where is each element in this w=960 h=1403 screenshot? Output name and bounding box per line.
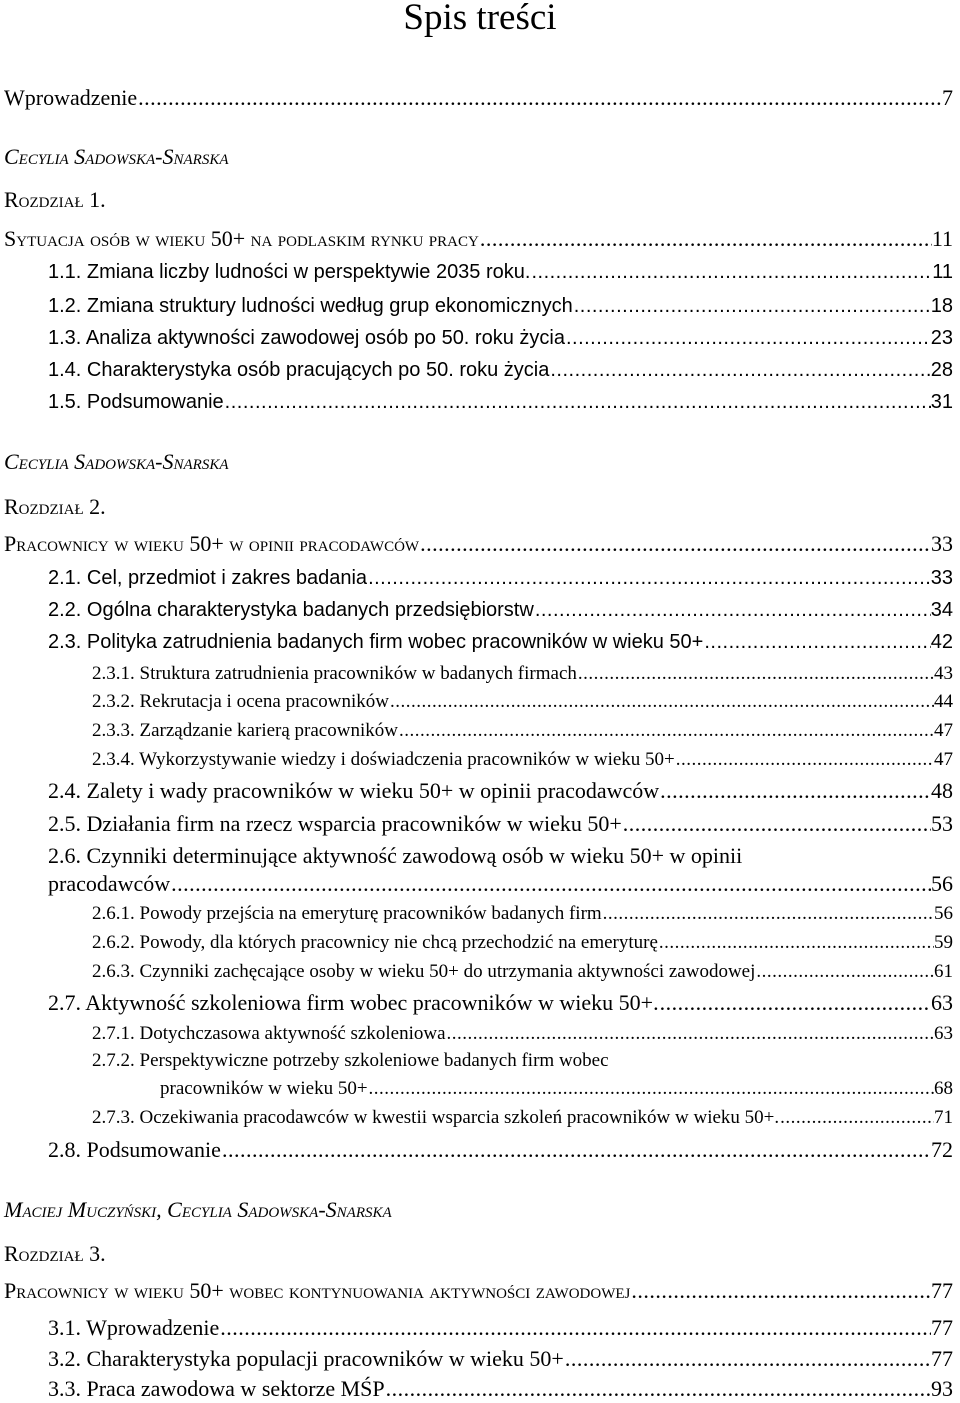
- dot-leader: [222, 1136, 931, 1164]
- toc-entry-2-1[interactable]: [48, 564, 953, 592]
- toc-page-number: 47: [934, 720, 953, 741]
- dot-leader: [550, 356, 930, 384]
- chapter-3-title: Pracownicy w wieku 50+ wobec kontynuowania aktywności zawodowej: [4, 1278, 631, 1303]
- toc-page-number: 7: [942, 85, 953, 110]
- toc-entry-2-3-2[interactable]: [92, 688, 953, 716]
- dot-leader: [603, 900, 934, 928]
- chapter-3-author: Maciej Muczyński, Cecylia Sadowska-Snarska: [4, 1197, 392, 1222]
- toc-page-number: 53: [931, 811, 953, 836]
- toc-entry-1-5[interactable]: [48, 388, 953, 416]
- dot-leader: [531, 258, 932, 286]
- toc-entry-text: 3.1. Wprowadzenie: [48, 1315, 220, 1340]
- toc-entry-chapter-1[interactable]: [4, 225, 953, 253]
- dot-leader: [535, 596, 931, 624]
- toc-entry-text: 1.2. Zmiana struktury ludności według grup ekonomicznych: [48, 295, 573, 317]
- toc-entry-2-3-4[interactable]: [92, 746, 953, 774]
- dot-leader: [623, 810, 931, 838]
- dot-leader: [390, 688, 934, 716]
- dot-leader: [574, 292, 931, 320]
- toc-entry-2-7[interactable]: [48, 989, 953, 1017]
- dot-leader: [220, 1314, 931, 1342]
- toc-page-number: 72: [931, 1137, 953, 1162]
- toc-page-number: 11: [932, 261, 953, 283]
- toc-entry-2-3[interactable]: [48, 628, 953, 656]
- dot-leader: [369, 1075, 934, 1103]
- dot-leader: [704, 628, 930, 656]
- dot-leader: [368, 564, 931, 592]
- toc-entry-2-6-2[interactable]: [92, 929, 953, 957]
- toc-entry-2-6-1[interactable]: [92, 900, 953, 928]
- dot-leader: [565, 1345, 931, 1373]
- toc-entry-text: 2.8. Podsumowanie: [48, 1137, 221, 1162]
- toc-entry-2-3-3[interactable]: [92, 717, 953, 745]
- toc-entry-1-4[interactable]: [48, 356, 953, 384]
- toc-page-number: 33: [931, 531, 953, 556]
- chapter-1-author: Cecylia Sadowska-Snarska: [4, 144, 229, 169]
- toc-entry-text: 1.1. Zmiana liczby ludności w perspektywie 2035 roku.: [48, 261, 531, 283]
- toc-entry-text: 2.6.3. Czynniki zachęcające osoby w wieku 50+ do utrzymania aktywności zawodowej: [92, 961, 756, 982]
- toc-entry-2-7-3[interactable]: [92, 1104, 953, 1132]
- chapter-3-label: Rozdział 3.: [4, 1241, 106, 1266]
- toc-entry-2-4[interactable]: [48, 777, 953, 805]
- chapter-2-title: Pracownicy w wieku 50+ w opinii pracodawców: [4, 531, 420, 556]
- toc-entry-text: 3.2. Charakterystyka populacji pracowników w wieku 50+: [48, 1346, 564, 1371]
- toc-entry-2-5[interactable]: [48, 810, 953, 838]
- dot-leader: [676, 746, 934, 774]
- toc-entry-text: 2.2. Ogólna charakterystyka badanych przedsiębiorstw: [48, 599, 534, 621]
- toc-page-number: 48: [931, 778, 953, 803]
- toc-entry-2-6[interactable]: [48, 870, 953, 898]
- dot-leader: [480, 225, 932, 253]
- toc-page-number: 44: [934, 691, 953, 712]
- toc-page-number: 68: [934, 1078, 953, 1099]
- toc-entry-2-6-line1[interactable]: 2.6. Czynniki determinujące aktywność zawodową osób w wieku 50+ w opinii: [48, 843, 743, 868]
- toc-page-number: 28: [930, 359, 953, 381]
- dot-leader: [660, 989, 931, 1017]
- toc-entry-text: pracowników w wieku 50+: [160, 1078, 368, 1099]
- toc-page-number: 11: [931, 226, 953, 251]
- chapter-2-author: Cecylia Sadowska-Snarska: [4, 449, 229, 474]
- toc-entry-text: 2.4. Zalety i wady pracowników w wieku 50+ w opinii pracodawców: [48, 778, 660, 803]
- toc-page-number: 42: [930, 631, 953, 653]
- dot-leader: [780, 1104, 934, 1132]
- toc-entry-1-2[interactable]: [48, 292, 953, 320]
- dot-leader: [420, 530, 931, 558]
- page-title: Spis treści: [403, 0, 557, 38]
- toc-entry-2-7-2[interactable]: [160, 1075, 953, 1103]
- toc-page-number: 23: [930, 327, 953, 349]
- dot-leader: [566, 324, 931, 352]
- toc-page-number: 71: [934, 1107, 953, 1128]
- toc-entry-text: 2.3.2. Rekrutacja i ocena pracowników: [92, 691, 390, 712]
- dot-leader: [225, 388, 931, 416]
- toc-entry-text: 2.3. Polityka zatrudnienia badanych firm wobec pracowników w wieku 50+: [48, 631, 704, 653]
- toc-page-number: 34: [930, 599, 953, 621]
- toc-entry-1-3[interactable]: [48, 324, 953, 352]
- chapter-2-label: Rozdział 2.: [4, 494, 106, 519]
- toc-entry-text: 2.1. Cel, przedmiot i zakres badania: [48, 567, 368, 589]
- toc-entry-text: 3.3. Praca zawodowa w sektorze MŚP: [48, 1376, 385, 1401]
- toc-entry-2-6-3[interactable]: [92, 958, 953, 986]
- toc-entry-text: 1.4. Charakterystyka osób pracujących po 50. roku życia: [48, 359, 550, 381]
- toc-page-number: 33: [930, 567, 953, 589]
- toc-entry-intro[interactable]: [4, 84, 953, 112]
- dot-leader: [756, 958, 934, 986]
- toc-entry-text: 2.5. Działania firm na rzecz wsparcia pracowników w wieku 50+: [48, 811, 622, 836]
- toc-page-number: 93: [931, 1376, 953, 1401]
- dot-leader: [578, 660, 934, 688]
- dot-leader: [631, 1277, 931, 1305]
- chapter-1-title: Sytuacja osób w wieku 50+ na podlaskim rynku pracy: [4, 226, 479, 251]
- toc-entry-text: 1.5. Podsumowanie: [48, 391, 224, 413]
- toc-page-number: 18: [930, 295, 953, 317]
- toc-page-number: 59: [934, 932, 953, 953]
- toc-entry-text: 1.3. Analiza aktywności zawodowej osób po 50. roku życia: [48, 327, 565, 349]
- toc-entry-text: 2.6.1. Powody przejścia na emeryturę pracowników badanych firm: [92, 903, 602, 924]
- toc-entry-3-1[interactable]: [48, 1314, 953, 1342]
- dot-leader: [138, 84, 942, 112]
- toc-entry-text: 2.7. Aktywność szkoleniowa firm wobec pracowników w wieku 50+.: [48, 990, 659, 1015]
- toc-entry-2-7-2-line1[interactable]: 2.7.2. Perspektywiczne potrzeby szkoleniowe badanych firm wobec: [92, 1050, 609, 1071]
- dot-leader: [399, 717, 934, 745]
- chapter-1-label: Rozdział 1.: [4, 187, 106, 212]
- dot-leader: [660, 777, 931, 805]
- toc-entry-chapter-2[interactable]: [4, 530, 953, 558]
- toc-page-number: 77: [931, 1346, 953, 1371]
- toc-entry-text: 2.6.2. Powody, dla których pracownicy nie chcą przechodzić na emeryturę: [92, 932, 658, 953]
- toc-entry-text: Wprowadzenie: [4, 85, 138, 110]
- toc-page-number: 31: [930, 391, 953, 413]
- toc-page-number: 77: [931, 1278, 953, 1303]
- toc-entry-text: 2.3.1. Struktura zatrudnienia pracowników w badanych firmach: [92, 663, 577, 684]
- toc-entry-2-8[interactable]: [48, 1136, 953, 1164]
- dot-leader: [171, 870, 931, 898]
- toc-entry-2-3-1[interactable]: [92, 660, 953, 688]
- toc-entry-text: 2.3.4. Wykorzystywanie wiedzy i doświadczenia pracowników w wieku 50+: [92, 749, 675, 770]
- toc-page-number: 63: [934, 1023, 953, 1044]
- toc-page-number: 61: [934, 961, 953, 982]
- toc-page-number: 56: [934, 903, 953, 924]
- toc-page-number: 56: [931, 871, 953, 896]
- toc-entry-text: 2.7.1. Dotychczasowa aktywność szkoleniowa: [92, 1023, 446, 1044]
- dot-leader: [659, 929, 934, 957]
- toc-entry-1-1[interactable]: [48, 258, 953, 286]
- toc-entry-text: 2.7.3. Oczekiwania pracodawców w kwestii wsparcia szkoleń pracowników w wieku 50+.: [92, 1107, 780, 1128]
- toc-entry-2-7-1[interactable]: [92, 1020, 953, 1048]
- toc-entry-chapter-3[interactable]: [4, 1277, 953, 1305]
- toc-entry-2-2[interactable]: [48, 596, 953, 624]
- dot-leader: [447, 1020, 934, 1048]
- toc-page-number: 47: [934, 749, 953, 770]
- toc-page-number: 77: [931, 1315, 953, 1340]
- toc-entry-text: 2.3.3. Zarządzanie karierą pracowników: [92, 720, 398, 741]
- toc-entry-3-2[interactable]: [48, 1345, 953, 1373]
- toc-page-number: 43: [934, 663, 953, 684]
- toc-page-number: 63: [931, 990, 953, 1015]
- toc-entry-text: pracodawców: [48, 871, 171, 896]
